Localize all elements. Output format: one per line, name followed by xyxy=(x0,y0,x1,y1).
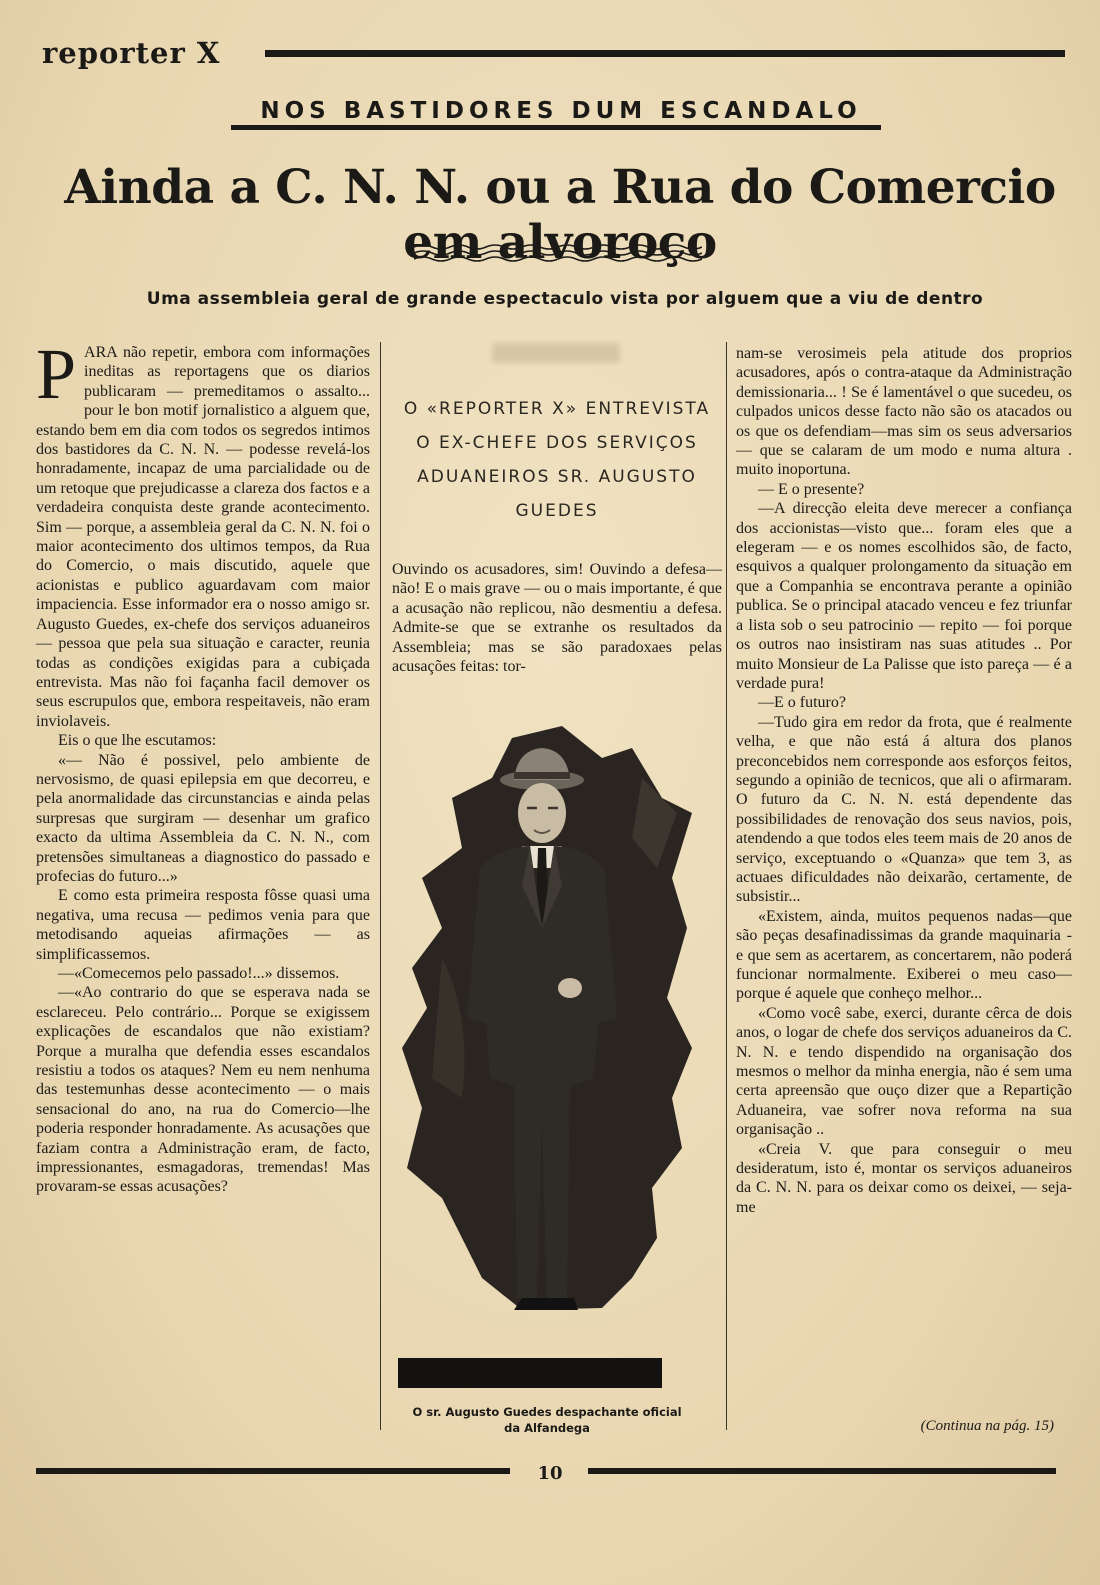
article-headline: Ainda a C. N. N. ou a Rua do Comercio em alvoroço xyxy=(64,160,1056,270)
column1-paragraph-5: —«Comecemos pelo passado!...» dissemos. xyxy=(58,965,340,982)
footer-rule-right xyxy=(588,1468,1056,1474)
column3-paragraph-2: — E o presente? xyxy=(758,480,865,498)
article-column-1 xyxy=(36,334,370,1197)
censor-bar xyxy=(398,1358,662,1388)
wave-ornament xyxy=(414,243,702,263)
continued-note: (Continua na pág. 15) xyxy=(920,1418,1054,1434)
interview-line-3: ADUANEIROS SR. AUGUSTO xyxy=(417,467,697,487)
photo-caption-line-1: O sr. Augusto Guedes despachante oficial xyxy=(412,1405,682,1419)
column1-paragraph-4: E como esta primeira resposta fôsse quasi uma negativa, uma recusa — pedimos venia para que metodisando aqueias afirmações — as simplificassemos. xyxy=(36,887,370,963)
column3-paragraph-6: «Existem, ainda, muitos pequenos nadas—que são peças desafinadissimas da grande maquinaria - e que sem as acertarem, as concertarem, não poderá funcionar normalmente. Exiberei o meu caso—porque é aquele que conheço melhor... xyxy=(736,907,1072,1003)
kicker-rule xyxy=(231,125,881,130)
interview-line-4: GUEDES xyxy=(515,501,599,521)
column2-paragraph-1: Ouvindo os acusadores, sim! Ouvindo a defesa—não! E o mais grave — ou o mais importante, é que a acusação não replicou, não desmentiu a defesa. Admite-se que se extranhe os resultados da Assembleia; mas se são paradoxaes pelas acusações feitas: tor- xyxy=(392,561,722,676)
portrait-photo xyxy=(402,718,702,1318)
article-subheadline: Uma assembleia geral de grande espectaculo vista por alguem que a viu de dentro xyxy=(146,289,984,309)
column3-paragraph-8: «Creia V. que para conseguir o meu desideratum, isto é, montar os serviços aduaneiros da C. N. N. para os deixar como os deixei, — seja-me xyxy=(736,1140,1072,1216)
page-number: 10 xyxy=(537,1463,563,1484)
interview-box xyxy=(392,392,722,528)
column3-paragraph-7: «Como você sabe, exerci, durante cêrca de dois anos, o logar de chefe dos serviços aduaneiros da C. N. N. e tendo dispendido na organisação dos mesmos o melhor da minha energia, não é sem uma certa apreensão que ouço dizer que a Repartição Aduaneira, vae sofrer nova reforma na sua organisação .. xyxy=(736,1004,1072,1139)
column3-paragraph-3: —A direcção eleita deve merecer a confiança dos accionistas—visto que... foram eles que a elegeram — e os nomes escolhidos são, de facto, esquivos a qualquer prolongamento da situação em que a Companhia se encontrava perante a opinião publica. Se o principal atacado venceu e fez triunfar a lista sob o seu patrocinio — repito — foi porque os outros nao insistiram nas suas atitudes .. Por muito Monsieur de La Palisse que isto pareça — é a verdade pura! xyxy=(736,500,1072,692)
column-divider-left xyxy=(380,342,381,1430)
column-divider-right xyxy=(726,342,727,1430)
column1-paragraph-3: «— Não é possivel, pelo ambiente de nervosismo, de quasi epilepsia em que decorreu, e pela anormalidade das circunstancias e ainda pelas surpresas que surgiram — desenhar um grafico exacto da ultima Assembleia da C. N. N., com pretensões simultaneas a diagnostico do passado e profecias do futuro...» xyxy=(36,751,370,885)
footer-rule-left xyxy=(36,1468,510,1474)
interview-line-1: O «REPORTER X» ENTREVISTA xyxy=(403,399,711,419)
article-column-2 xyxy=(392,560,722,676)
column3-paragraph-4: —E o futuro? xyxy=(758,694,846,712)
column1-paragraph-1: ARA não repetir, embora com informações ineditas as reportagens que os diarios publicaram — premeditamos o assalto... pour le bon motif jornalistico a alguem que, estando bem em dia com todos os segredos intimos dos bastidores da C. N. N. — podesse revelá-los honradamente, incapaz de uma parcialidade ou de um retoque que prejudicasse a clareza dos factos e a verdadeira conquista deste grande acontecimento. Sim — porque, a assembleia geral da C. N. N. foi o maior acontecimento dos ultimos tempos, da Rua do Comercio, o mais discutido, aquele que acionistas e publico aguardavam com maior impaciencia. Esse informador era o nosso amigo sr. Augusto Guedes, ex-chefe dos serviços aduaneiros — pessoa que pela sua situação e caracter, reunia todas as condições exigidas para a cubiçada entrevista. Mas não foi façanha facil demover os seus escrupulos que, embora respeitaveis, não eram inviolaveis. xyxy=(36,344,370,730)
column3-paragraph-1: nam-se verosimeis pela atitude dos proprios acusadores, após o contra-ataque da Administração demissionaria... ! Se é lamentável o que sucedeu, os culpados unicos desse facto não são os atacados ou os que os defendiam—mas sim os seus adversarios — que se calaram de um modo e numa altura . muito inoportuna. xyxy=(736,345,1072,479)
photo-caption xyxy=(392,1404,702,1436)
drop-cap: P xyxy=(36,334,77,414)
magazine-name: reporter X xyxy=(42,36,221,70)
section-kicker: NOS BASTIDORES DUM ESCANDALO xyxy=(260,98,862,124)
masthead-rule xyxy=(265,50,1065,57)
photo-caption-line-2: da Alfandega xyxy=(504,1421,590,1435)
article-column-3 xyxy=(736,344,1072,1217)
interview-line-2: O EX-CHEFE DOS SERVIÇOS xyxy=(416,433,698,453)
column3-paragraph-5: —Tudo gira em redor da frota, que é realmente velha, e que não está á altura dos planos preconcebidos nem corresponde aos esforços feitos, segundo a opinião de tecnicos, que ali o afirmaram. O futuro da C. N. N. está dependente das possibilidades de renovação dos seus navios, pois, atendendo a que todos eles teem mais de 20 anos de serviço, exceptuando o «Quanza» que tem 3, as actuaes dificuldades não deixarão, certamente, de subsistir... xyxy=(736,713,1072,906)
column1-paragraph-6: —«Ao contrario do que se esperava nada se esclareceu. Pelo contrário... Porque se exigissem explicações de escandalos que não existiam? Porque a muralha que defendia esses escandalos resistiu a todos os ataques? Nem eu nem nenhuma das testemunhas desse acontecimento — o mais sensacional do ano, na rua do Comercio—lhe poderia responder honradamente. As acusações que faziam contra a Administração eram, de facto, impressionantes, esmagadoras, tremendas! Mas provaram-se essas acusações? xyxy=(36,984,370,1196)
faded-print-smudge xyxy=(492,343,620,363)
column1-paragraph-2: Eis o que lhe escutamos: xyxy=(58,732,217,750)
